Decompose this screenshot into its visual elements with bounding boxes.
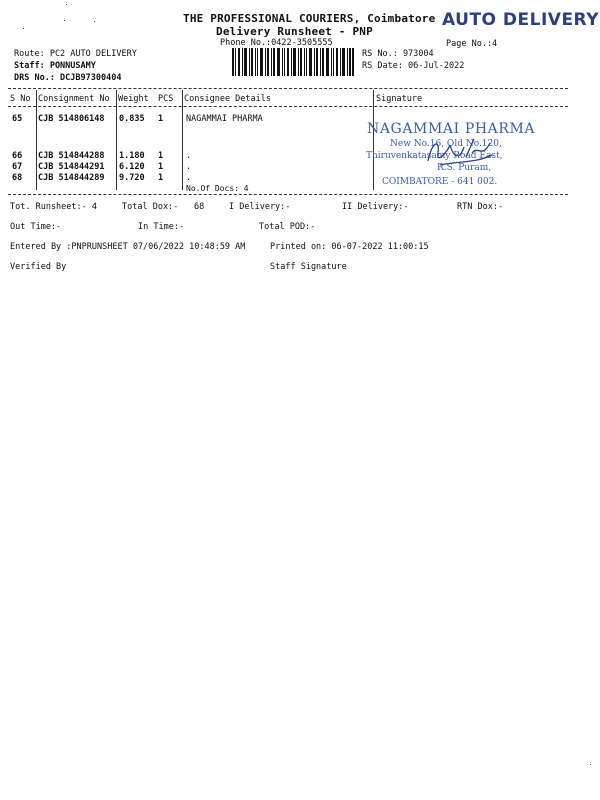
tot-runsheet: Tot. Runsheet:- 4 xyxy=(10,202,97,212)
row-sno: 67 xyxy=(12,162,23,172)
row-weight: 9.720 xyxy=(119,173,145,183)
in-time: In Time:- xyxy=(138,222,185,232)
table-top-divider xyxy=(8,88,568,89)
row-consignment: CJB 514844288 xyxy=(38,151,105,161)
totals-divider xyxy=(8,194,568,195)
company-stamp xyxy=(362,121,552,193)
row-sno: 66 xyxy=(12,151,23,161)
row-consignee: . xyxy=(186,151,192,161)
column-divider xyxy=(36,90,37,190)
rs-number: RS No.: 973004 xyxy=(362,49,434,59)
column-header-pcs: PCS xyxy=(158,94,174,104)
column-header-sno: S No xyxy=(10,94,31,104)
stamp-line-3: R.S. Puram, xyxy=(437,163,492,173)
row-pcs: 1 xyxy=(158,173,164,183)
row-consignment: CJB 514844291 xyxy=(38,162,105,172)
staff-signature: Staff Signature xyxy=(270,262,347,272)
scan-speck xyxy=(23,28,24,29)
out-time: Out Time:- xyxy=(10,222,62,232)
column-header-signature: Signature xyxy=(376,94,423,104)
row-consignment: CJB 514806148 xyxy=(38,114,105,124)
row-consignee: NAGAMMAI PHARMA xyxy=(186,114,263,124)
company-line: THE PROFESSIONAL COURIERS, Coimbatore xyxy=(183,12,436,25)
column-header-weight: Weight xyxy=(118,94,149,104)
drs-number: DRS No.: DCJB97300404 xyxy=(14,73,122,83)
total-dox-label: Total Dox:- xyxy=(122,202,179,212)
scan-speck xyxy=(64,20,65,21)
rs-date: RS Date: 06-Jul-2022 xyxy=(362,61,465,71)
scan-speck xyxy=(66,4,67,5)
row-consignment: CJB 514844289 xyxy=(38,173,105,183)
row-pcs: 1 xyxy=(158,151,164,161)
phone-number: Phone No.:0422-3505555 xyxy=(220,38,333,48)
row-pcs: 1 xyxy=(158,114,164,124)
row-sno: 65 xyxy=(12,114,23,124)
verified-by: Verified By xyxy=(10,262,67,272)
column-header-consignee: Consignee Details xyxy=(184,94,271,104)
doc-title: Delivery Runsheet - PNP xyxy=(216,25,373,38)
page-number: Page No.:4 xyxy=(446,39,498,49)
stamp-line-2: Thiruvenkatasamy Road East, xyxy=(366,151,503,161)
row-weight: 0.835 xyxy=(119,114,145,124)
row-consignee: . xyxy=(186,173,192,183)
rtn-dox: RTN Dox:- xyxy=(457,202,504,212)
row-sno: 68 xyxy=(12,173,23,183)
column-header-consignment: Consignment No xyxy=(38,94,110,104)
column-divider xyxy=(182,90,183,190)
total-pod: Total POD:- xyxy=(259,222,316,232)
total-dox-value: 68 xyxy=(194,202,205,212)
row-weight: 1.180 xyxy=(119,151,145,161)
scan-speck xyxy=(94,21,95,22)
i-delivery: I Delivery:- xyxy=(229,202,291,212)
column-divider xyxy=(116,90,117,190)
table-header-divider xyxy=(8,106,568,107)
ii-delivery: II Delivery:- xyxy=(342,202,409,212)
stamp-line-4: COIMBATORE - 641 002. xyxy=(382,177,498,187)
handwritten-signature-icon xyxy=(420,131,500,171)
row-consignee: . xyxy=(186,162,192,172)
route-text: Route: PC2 AUTO DELIVERY xyxy=(14,49,137,59)
entered-by: Entered By :PNPRUNSHEET 07/06/2022 10:48:59 AM xyxy=(10,242,246,252)
barcode-icon xyxy=(232,48,354,76)
auto-delivery-stamp: AUTO DELIVERY xyxy=(442,10,600,30)
stamp-line-1: New No.16, Old No.120, xyxy=(390,139,502,149)
staff-text: Staff: PONNUSAMY xyxy=(14,61,96,71)
scan-speck xyxy=(590,764,591,765)
no-of-docs: No.Of Docs: 4 xyxy=(186,184,249,193)
printed-on: Printed on: 06-07-2022 11:00:15 xyxy=(270,242,429,252)
stamp-name: NAGAMMAI PHARMA xyxy=(367,121,536,137)
row-weight: 6.120 xyxy=(119,162,145,172)
row-pcs: 1 xyxy=(158,162,164,172)
